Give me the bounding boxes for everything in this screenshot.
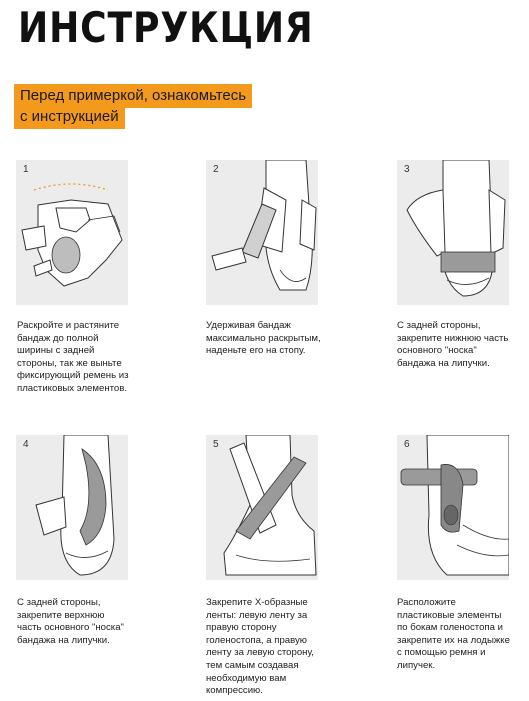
step-3-caption: С задней стороны, закрепите нижнюю часть основного "носка" бандажа на липучки.	[397, 320, 509, 369]
plastic-supports-icon	[397, 435, 509, 580]
step-2-illustration	[206, 160, 318, 305]
brace-open-icon	[16, 160, 128, 305]
step-3-illustration	[397, 160, 509, 305]
step-2-number: 2	[213, 164, 219, 175]
step-5-illustration	[206, 435, 318, 580]
step-6-illustration	[397, 435, 509, 580]
instruction-banner-line-1: Перед примеркой, ознакомьтесь	[14, 84, 252, 108]
step-4-illustration	[16, 435, 128, 580]
step-4-caption: С задней стороны, закрепите верхнюю часть основного "носка" бандажа на липучки.	[17, 597, 124, 646]
page-title: ИНСТРУКЦИЯ	[18, 3, 314, 52]
step-1-illustration	[16, 160, 128, 305]
step-1-number: 1	[23, 164, 29, 175]
step-2-caption: Удерживая бандаж максимально раскрытым, наденьте его на стопу.	[206, 320, 321, 357]
x-strap-icon	[206, 435, 318, 580]
step-5-caption: Закрепите X-образные ленты: левую ленту за правую сторону голеностопа, а правую ленту за левую сторону, тем самым создавая необходимую вам компрессию.	[206, 597, 314, 697]
step-1-caption: Раскройте и растяните бандаж до полной ширины с задней стороны, так же выньте фиксирующий ремень из пластиковых элементов.	[17, 320, 129, 394]
foot-in-brace-icon	[206, 160, 318, 305]
upper-strap-icon	[16, 435, 128, 580]
step-3-number: 3	[404, 164, 410, 175]
step-4-number: 4	[23, 439, 29, 450]
step-6-number: 6	[404, 439, 410, 450]
instruction-banner-line-2: с инструкцией	[14, 105, 125, 129]
heel-strap-icon	[397, 160, 509, 305]
step-5-number: 5	[213, 439, 219, 450]
step-6-caption: Расположите пластиковые элементы по бокам голеностопа и закрепите их на лодыжке с помощью ремня и липучек.	[397, 597, 510, 671]
